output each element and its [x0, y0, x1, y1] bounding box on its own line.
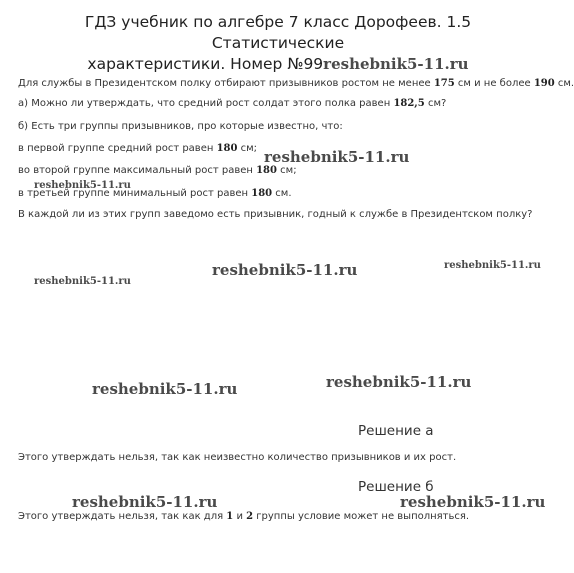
problem-group-3: в третьей группе минимальный рост равен 180 см. — [18, 188, 292, 199]
problem-intro: Для службы в Президентском полку отбирают призывников ростом не менее 175 см и не более 190 см. — [18, 78, 574, 89]
solution-a-text: Этого утверждать нельзя, так как неизвестно количество призывников и их рост. — [18, 452, 457, 463]
problem-group-2: во второй группе максимальный рост равен 180 см; — [18, 165, 297, 176]
watermark: reshebnik5-11.ru — [72, 493, 218, 511]
solution-a-heading: Решение а — [358, 423, 434, 439]
solution-b-heading: Решение б — [358, 479, 434, 495]
title-line-2: характеристики. Номер №99reshebnik5-11.ru — [87, 55, 469, 73]
watermark: reshebnik5-11.ru — [92, 380, 238, 398]
watermark: reshebnik5-11.ru — [34, 180, 131, 191]
problem-part-b-intro: б) Есть три группы призывников, про которые известно, что: — [18, 121, 343, 132]
title-line-1: ГДЗ учебник по алгебре 7 класс Дорофеев. 1.5 Статистические — [84, 13, 472, 52]
watermark: reshebnik5-11.ru — [34, 276, 131, 287]
watermark: reshebnik5-11.ru — [444, 260, 541, 271]
solution-b-text: Этого утверждать нельзя, так как для 1 и 2 группы условие может не выполняться. — [18, 511, 470, 522]
page-title — [18, 12, 538, 75]
problem-group-1: в первой группе средний рост равен 180 см; — [18, 143, 258, 154]
watermark: reshebnik5-11.ru — [400, 493, 546, 511]
watermark: reshebnik5-11.ru — [264, 148, 410, 166]
watermark: reshebnik5-11.ru — [212, 261, 358, 279]
problem-part-a: а) Можно ли утверждать, что средний рост солдат этого полка равен 182,5 см? — [18, 98, 447, 109]
problem-question: В каждой ли из этих групп заведомо есть призывник, годный к службе в Президентском полку? — [18, 209, 533, 220]
watermark: reshebnik5-11.ru — [326, 373, 472, 391]
watermark: reshebnik5-11.ru — [323, 55, 469, 73]
